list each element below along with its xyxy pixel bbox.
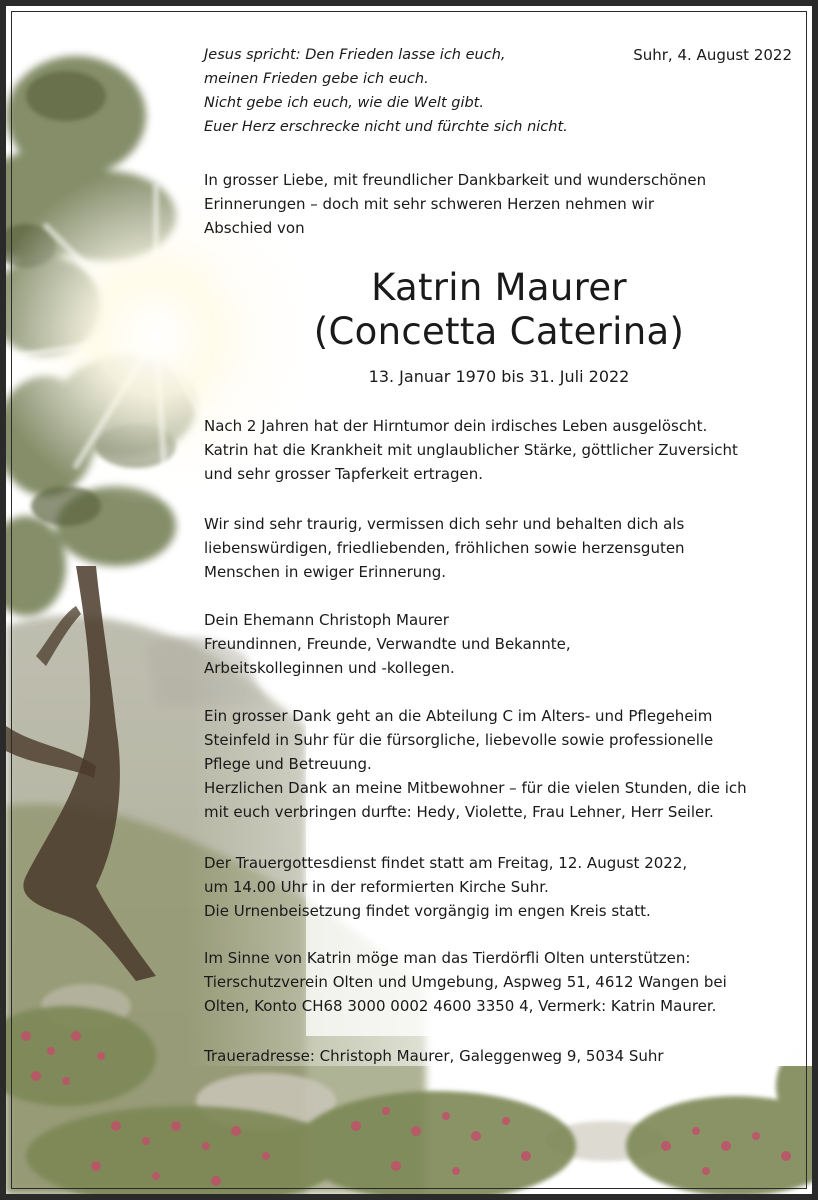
mourning-address — [204, 1044, 792, 1068]
intro-paragraph — [204, 168, 792, 240]
paragraph-illness — [204, 414, 792, 486]
paragraph-mourners — [204, 608, 792, 680]
text-line: Die Urnenbeisetzung findet vorgängig im engen Kreis statt. — [204, 902, 651, 920]
text-line: um 14.00 Uhr in der reformierten Kirche Suhr. — [204, 878, 549, 896]
quote-line: Nicht gebe ich euch, wie die Welt gibt. — [204, 95, 484, 111]
deceased-name: Katrin Maurer — [371, 266, 627, 309]
text-line: Freundinnen, Freunde, Verwandte und Bekannte, — [204, 635, 571, 653]
text-line: Erinnerungen – doch mit sehr schweren Herzen nehmen wir — [204, 195, 655, 213]
text-line: Abschied von — [204, 219, 305, 237]
quote-line: Jesus spricht: Den Frieden lasse ich euch, — [204, 47, 506, 63]
paragraph-remembrance — [204, 512, 792, 584]
bible-quote — [204, 43, 604, 139]
text-line: Tierschutzverein Olten und Umgebung, Aspweg 51, 4612 Wangen bei — [204, 973, 727, 991]
paragraph-service — [204, 851, 792, 923]
quote-line: meinen Frieden gebe ich euch. — [204, 71, 429, 87]
place-and-date: Suhr, 4. August 2022 — [633, 46, 792, 64]
text-line: Katrin hat die Krankheit mit unglaublicher Stärke, göttlicher Zuversicht — [204, 441, 738, 459]
deceased-alt-name: (Concetta Caterina) — [313, 310, 685, 353]
text-line: und sehr grosser Tapferkeit ertragen. — [204, 465, 484, 483]
text-line: liebenswürdigen, friedliebenden, fröhlichen sowie herzensguten — [204, 539, 685, 557]
text-line: Nach 2 Jahren hat der Hirntumor dein irdisches Leben ausgelöscht. — [204, 417, 708, 435]
text-line: Dein Ehemann Christoph Maurer — [204, 611, 449, 629]
text-line: Herzlichen Dank an meine Mitbewohner – für die vielen Stunden, die ich — [204, 779, 747, 797]
text-line: Im Sinne von Katrin möge man das Tierdörfli Olten unterstützen: — [204, 949, 691, 967]
life-dates: 13. Januar 1970 bis 31. Juli 2022 — [368, 367, 630, 386]
text-line: mit euch verbringen durfte: Hedy, Violette, Frau Lehner, Herr Seiler. — [204, 803, 714, 821]
paragraph-donation — [204, 946, 792, 1018]
paragraph-thanks — [204, 704, 792, 824]
text-line: Pflege und Betreuung. — [204, 755, 372, 773]
text-line: Menschen in ewiger Erinnerung. — [204, 563, 447, 581]
text-line: Olten, Konto CH68 3000 0002 4600 3350 4, Vermerk: Katrin Maurer. — [204, 997, 717, 1015]
text-line: Der Trauergottesdienst findet statt am Freitag, 12. August 2022, — [204, 854, 688, 872]
text-line: Arbeitskolleginnen und -kollegen. — [204, 659, 455, 677]
text-line: Ein grosser Dank geht an die Abteilung C im Alters- und Pflegeheim — [204, 707, 713, 725]
text-line: Wir sind sehr traurig, vermissen dich sehr und behalten dich als — [204, 515, 685, 533]
deceased-heading — [204, 266, 794, 390]
text-line: Steinfeld in Suhr für die fürsorgliche, liebevolle sowie professionelle — [204, 731, 714, 749]
text-line: Traueradresse: Christoph Maurer, Galeggenweg 9, 5034 Suhr — [204, 1047, 664, 1065]
text-line: In grosser Liebe, mit freundlicher Dankbarkeit und wunderschönen — [204, 171, 707, 189]
quote-line: Euer Herz erschrecke nicht und fürchte sich nicht. — [204, 119, 568, 135]
